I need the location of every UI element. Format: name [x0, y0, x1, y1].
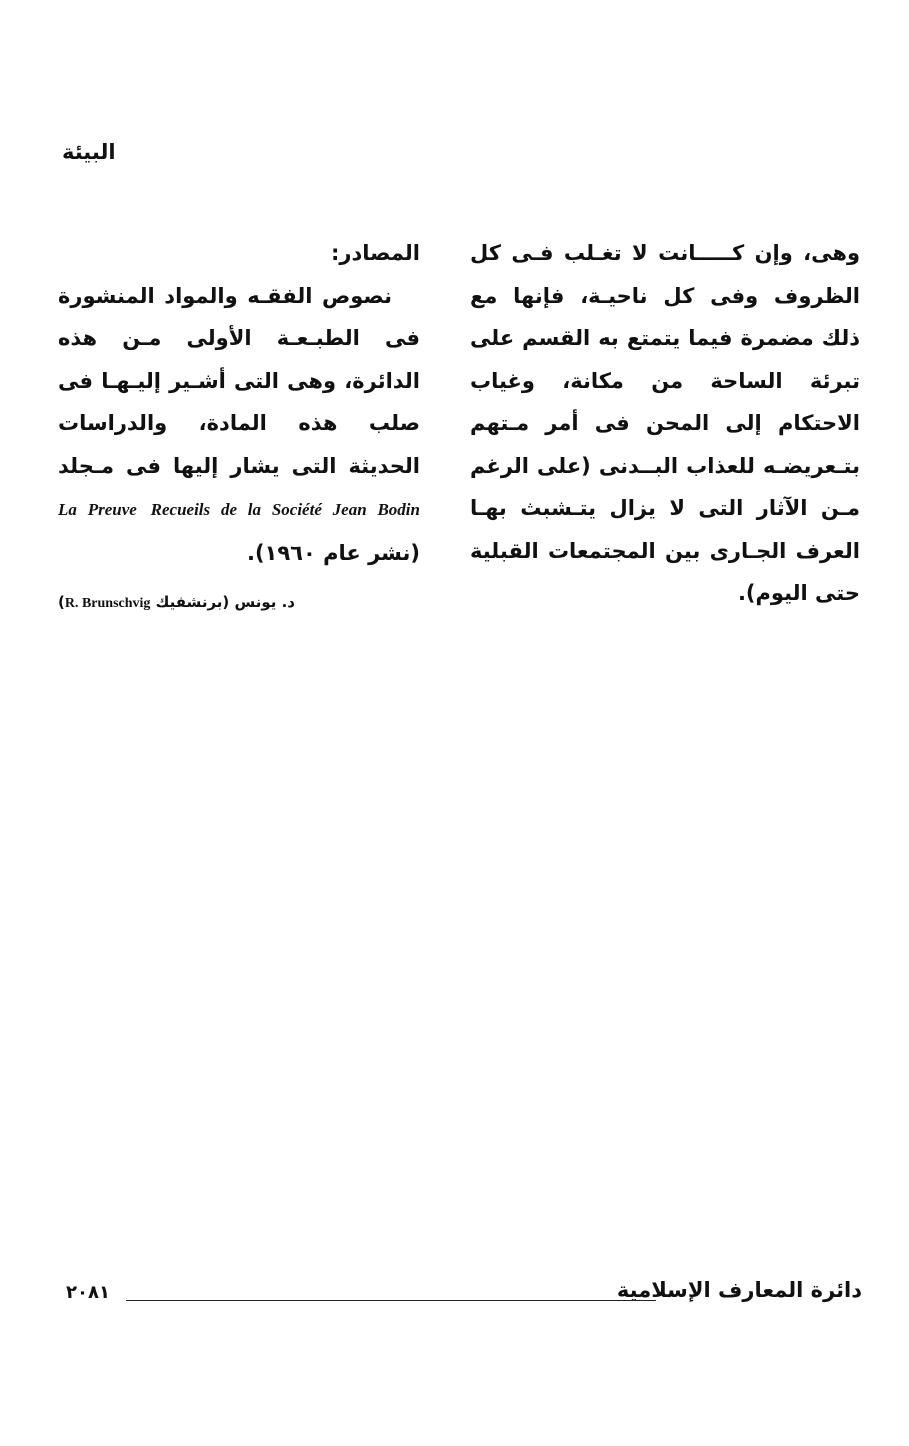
author-signature	[58, 590, 420, 616]
article-paragraph: وهى، وإن كـــــانت لا تغـلب فـى كل الظروف وفى كل ناحيـة، فإنها مع ذلك مضمرة فيما يتمتع به القسم على تبرئة الساحة من مكانة، وغياب الاحتكام إلى المحن فى أمر مـتهم بتـعريضـه للعذاب البــدنى (على الرغم مـن الآثار التى لا يزال يتـشبث بهـا العرف الجـارى بين المجتمعات القبلية حتى اليوم).	[470, 241, 860, 605]
page-number: ٢٠٨١	[66, 1282, 110, 1303]
footer-rule	[126, 1300, 656, 1301]
sources-heading: المصادر:	[330, 241, 420, 265]
author-close-paren: )	[58, 593, 65, 611]
article-text-column	[470, 232, 860, 615]
journal-title: Recueils de la Société Jean Bodin	[150, 500, 420, 519]
running-header: البيئة	[62, 140, 116, 164]
publication-year: (نشر عام ١٩٦٠).	[246, 540, 420, 565]
page-footer	[66, 1278, 862, 1312]
author-name-latin: R. Brunschvig	[64, 596, 151, 611]
volume-title: La Preuve	[58, 500, 137, 519]
sources-column	[58, 232, 420, 616]
author-name-arabic: د. يونس (برنشفيك	[155, 593, 295, 611]
footer-title: دائرة المعارف الإسلامية	[616, 1278, 862, 1302]
sources-text-main: نصوص الفقـه والمواد المنشورة فى الطبـعـة الأولى مـن هذه الدائرة، وهى التى أشـير إليـهـا فى صلب هذه المادة، والدراسات الحديثة التى يشار إليها فى مـجلد	[58, 283, 420, 478]
sources-paragraph	[58, 275, 420, 575]
